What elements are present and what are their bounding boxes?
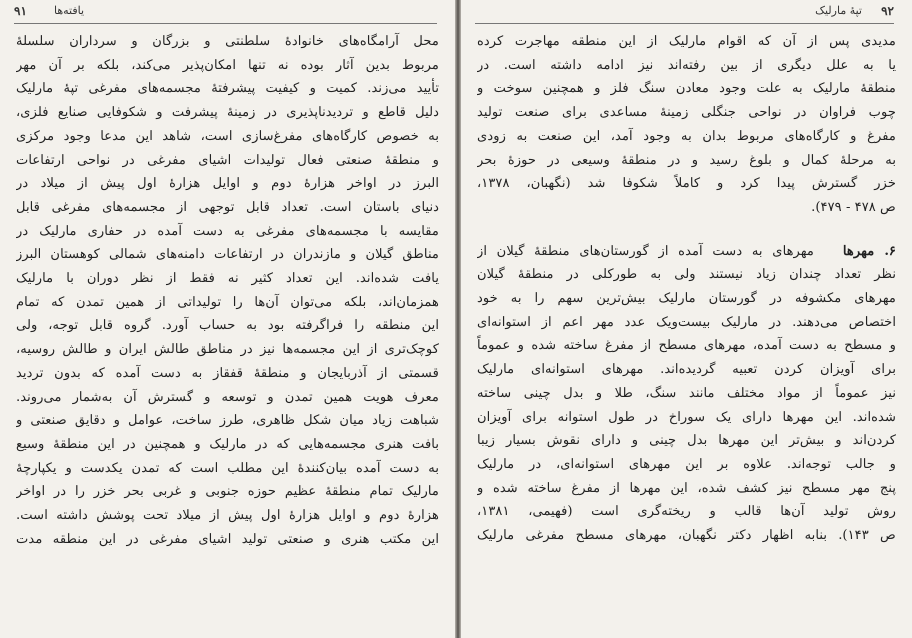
text-line: این مکتب هنری و صنعتی تولید اشیای مفرغی در این منطقه مدت	[16, 531, 439, 547]
text-line: بافت هنری مجسمه‌هایی که در مارلیک و همچنین در این منطقهٔ وسیع	[16, 436, 439, 452]
header-rule	[14, 23, 437, 24]
text-line: مارلیک تمام منطقهٔ عظیم حوزه جنوبی و غربی بحر خزر را در اواخر	[16, 484, 439, 500]
text-line: یا به علل دیگری از بین رفته‌اند نیز ادامه داشته است. در	[477, 57, 896, 73]
text-line: هزارهٔ دوم و اوایل هزارهٔ اول پیش از میلاد تحت پوشش داشته است.	[16, 508, 439, 524]
text-line: قسمتی از آذربایجان و منطقهٔ قفقاز به دست آمده که بدون تردید	[16, 365, 439, 381]
text-line: به مرحلهٔ کمال و بلوغ رسید و در منطقهٔ وسیعی در حوزهٔ بحر	[477, 152, 896, 168]
text-line: مناطق گیلان و مازندران در ارتفاعات دامنه‌های شمالی کوهستان البرز	[16, 247, 439, 263]
text-line: پنج مهر مسطح نیز کشف شده، این مهرها از مفرغ ساخته شده و	[477, 480, 896, 496]
text-line: دلیل قاطع و تردیدناپذیری در زمینهٔ پیشرفت و شکوفایی صنایع فلزی،	[16, 105, 439, 121]
text-line: و جالب توجه‌اند. علاوه بر این مهرهای استوانه‌ای، در مارلیک	[477, 456, 896, 472]
text-line: روش تولید آن‌ها قالب و ریخته‌گری است (فهیمی، ۱۳۸۱،	[477, 504, 896, 520]
header-rule	[475, 23, 894, 24]
text-line: تأیید می‌زند. کمیت و کیفیت پیشرفتهٔ مجسمه‌های مفرغی تپهٔ مارلیک	[16, 81, 439, 97]
paragraph-gap	[477, 220, 896, 240]
text-line: این منطقه را فراگرفته بود به حساب آورد. گروه قابل توجه، ولی	[16, 318, 439, 334]
body-text	[477, 30, 896, 548]
text-line: همزمان‌اند، بلکه می‌توان آن‌ها را تولیداتی از همین تمدن که تمام	[16, 294, 439, 310]
text-line: مقایسه با مجسمه‌های مفرغی به دست آمده در حفاری مارلیک در	[16, 223, 439, 239]
text-line: خزر گسترش پیدا کرد و کاملاً شکوفا شد (نگهبان، ۱۳۷۸،	[477, 176, 896, 192]
text-line: مدیدی پس از آن که اقوام مارلیک از این منطقه مهاجرت کرده	[477, 34, 896, 49]
text-line: اختصاص می‌دهند. در مارلیک بیست‌ویک عدد مهر اعم از استوانه‌ای	[477, 314, 896, 330]
section-first-line	[477, 240, 896, 264]
text-line: ص ۱۴۳). بنابه اظهار دکتر نگهبان، مهرهای مسطح مفرغی مارلیک	[477, 528, 896, 544]
text-line: به دست آمده بیان‌کنندهٔ این مطلب است که تمدن یکدست و یکپارچهٔ	[16, 460, 439, 476]
text-line: کردن‌اند و بیش‌تر این مهرها بدل چینی و دارای نقوش بسیار زیبا	[477, 433, 896, 449]
text-line: کوچک‌تری از این مجسمه‌ها نیز در مناطق طالش ایران و طالش روسیه،	[16, 342, 439, 358]
text-line: و مسطح به دست آمده، مهرهای مسطح از مفرغ ساخته شده و عموماً	[477, 338, 896, 354]
running-title: یافته‌ها	[54, 4, 85, 17]
text-line: و منطقهٔ صنعتی فعال تولیدات اشیای مفرغی در نواحی ارتفاعات	[16, 152, 439, 168]
text-line: نیز عموماً از مواد مختلف مانند سنگ، طلا و بدل چینی ساخته	[477, 385, 896, 401]
text-line: برای آویزان کردن تعبیه گردیده‌اند. مهرهای استوانه‌ای مارلیک	[477, 362, 896, 378]
text-line: البرز در اواخر هزارهٔ دوم و اوایل هزارهٔ اول پیش از میلاد در	[16, 176, 439, 192]
text-line: شباهت زیاد میان شکل ظاهری، طرز ساخت، عوامل و دقایق صنعتی و	[16, 413, 439, 429]
section-heading: ۶. مهرها	[842, 243, 896, 259]
body-text	[16, 30, 439, 551]
text-line: به خصوص کارگاه‌های مفرغ‌سازی است، شاهد این مدعا وجود مرکزی	[16, 128, 439, 144]
text-line: مربوط بدین آثار بوده نه تنها امکان‌پذیر می‌کند، بلکه بر آن مهر	[16, 57, 439, 73]
text-line: ص ۴۷۸ - ۴۷۹).	[811, 199, 896, 215]
page-number: ۹۲	[881, 4, 894, 18]
text-line: مهرهای به دست آمده از گورستان‌های منطقهٔ گیلان از	[477, 243, 814, 259]
running-title: تپهٔ مارلیک	[815, 4, 862, 17]
text-line: منطقهٔ مارلیک به علت وجود معادن سنگ فلز و همچنین سوخت و	[477, 81, 896, 97]
right-page	[461, 0, 912, 638]
text-line: محل آرامگاه‌های خانوادهٔ سلطنتی و بزرگان و سرداران سلسلهٔ	[16, 34, 439, 49]
text-line: معرف هویت همین تمدن و توسعه و گسترش آن به‌شمار می‌روند.	[16, 389, 439, 405]
page-header	[475, 4, 894, 22]
text-line: مهرهای مکشوفه در گورستان مارلیک بیش‌ترین سهم را به خود	[477, 291, 896, 307]
page-number: ۹۱	[14, 4, 27, 18]
text-line: چوب فراوان در نواحی جنگلی زمینهٔ مساعدی برای صنعت تولید	[477, 105, 896, 121]
page-header	[14, 4, 437, 22]
left-page	[0, 0, 455, 638]
text-line: مفرغ و کارگاه‌های مربوط بدان به وجود آمد، این صنعت به زودی	[477, 128, 896, 144]
text-line: شده‌اند. این مهرها دارای یک سوراخ در طول استوانه برای آویزان	[477, 409, 896, 425]
text-line: یافت شده‌اند. این تعداد کثیر نه فقط از نظر دوران با مارلیک	[16, 271, 439, 287]
text-line: دنیای باستان است. تعداد قابل توجهی از مجسمه‌های مفرغی قابل	[16, 199, 439, 215]
text-line: نظر تعداد چندان زیاد نیستند ولی به طورکلی در منطقهٔ گیلان	[477, 267, 896, 283]
